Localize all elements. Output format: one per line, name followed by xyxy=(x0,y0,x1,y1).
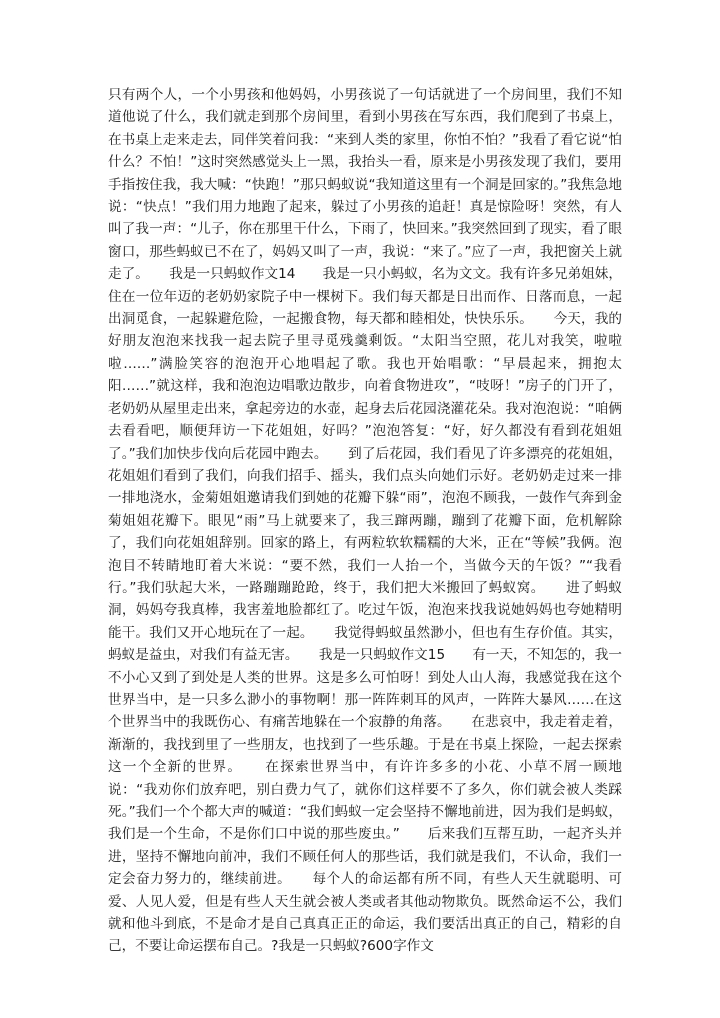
document-body-text: 只有两个人，一个小男孩和他妈妈，小男孩说了一句话就进了一个房间里，我们不知道他说了什么，我们就走到那个房间里，看到小男孩在写东西，我们爬到了书桌上，在书桌上走来走去，同伴笑着问我：“来到人类的家里，你怕不怕？”我看了看它说“怕什么？不怕！”这时突然感觉头上一黑，我抬头一看，原来是小男孩发现了我们，要用手指按住我，我大喊：“快跑！”那只蚂蚁说“我知道这里有一个洞是回家的。”我焦急地说：“快点！”我们用力地跑了起来，躲过了小男孩的追赶！真是惊险呀！突然，有人叫了我一声：“儿子，你在那里干什么，下雨了，快回来。”我突然回到了现实，看了眼窗口，那些蚂蚁已不在了，妈妈又叫了一声，我说：“来了。”应了一声，我把窗关上就走了。 我是一只蚂蚁作文14 我是一只小蚂蚁，名为文文。我有许多兄弟姐妹，住在一位年迈的老奶奶家院子中一棵树下。我们每天都是日出而作、日落而息，一起出洞觅食，一起躲避危险，一起搬食物，每天都和睦相处，快快乐乐。 今天，我的好朋友泡泡来找我一起去院子里寻觅残羹剩饭。“太阳当空照，花儿对我笑，啦啦啦……”满脸笑容的泡泡开心地唱起了歌。我也开始唱歌：“早晨起来，拥抱太阳……”就这样，我和泡泡边唱歌边散步，向着食物进攻”，“吱呀！”房子的门开了，老奶奶从屋里走出来，拿起旁边的水壶，起身去后花园浇灌花朵。我对泡泡说：“咱俩去看看吧，顺便拜访一下花姐姐，好吗？”泡泡答复：“好，好久都没有看到花姐姐了。”我们加快步伐向后花园中跑去。 到了后花园，我们看见了许多漂亮的花姐姐，花姐姐们看到了我们，向我们招手、摇头，我们点头向她们示好。老奶奶走过来一排一排地浇水，金菊姐姐邀请我们到她的花瓣下躲“雨”，泡泡不顾我，一鼓作气奔到金菊姐姐花瓣下。眼见“雨”马上就要来了，我三蹿两蹦，蹦到了花瓣下面，危机解除了，我们向花姐姐辞别。回家的路上，有两粒软软糯糯的大米，正在“等候”我俩。泡泡目不转睛地盯着大米说：“要不然，我们一人抬一个，当做今天的午饭？”“我看行。”我们驮起大米，一路蹦蹦跄跄，终于，我们把大米搬回了蚂蚁窝。 进了蚂蚁洞，妈妈夸我真棒，我害羞地脸都红了。吃过午饭，泡泡来找我说她妈妈也夸她精明能干。我们又开心地玩在了一起。 我觉得蚂蚁虽然渺小，但也有生存价值。其实，蚂蚁是益虫，对我们有益无害。 我是一只蚂蚁作文15 有一天，不知怎的，我一不小心又到了到处是人类的世界。这是多么可怕呀！到处人山人海，我感觉我在这个世界当中，是一只多么渺小的事物啊！那一阵阵刺耳的风声，一阵阵大暴风……在这个世界当中的我既伤心、有痛苦地躲在一个寂静的角落。 在悲哀中，我走着走着，渐渐的，我找到里了一些朋友，也找到了一些乐趣。于是在书桌上探险，一起去探索这一个全新的世界。 在探索世界当中，有许许多多的小花、小草不屑一顾地说：“我劝你们放弃吧，别白费力气了，就你们这样要不了多久，你们就会被人类踩死。”我们一个个都大声的喊道：“我们蚂蚁一定会坚持不懈地前进，因为我们是蚂蚁，我们是一个生命，不是你们口中说的那些废虫。” 后来我们互帮互助，一起齐头并进，坚持不懈地向前冲，我们不顾任何人的那些话，我们就是我们，不认命，我们一定会奋力努力的，继续前进。 每个人的命运都有所不同，有些人天生就聪明、可爱、人见人爱，但是有些人天生就会被人类或者其他动物欺负。既然命运不公，我们就和他斗到底，不是命才是自己真真正正的命运，我们要活出真正的自己，精彩的自己，不要让命运摆布自己。?我是一只蚂蚁?600字作文 xyxy=(108,87,622,955)
